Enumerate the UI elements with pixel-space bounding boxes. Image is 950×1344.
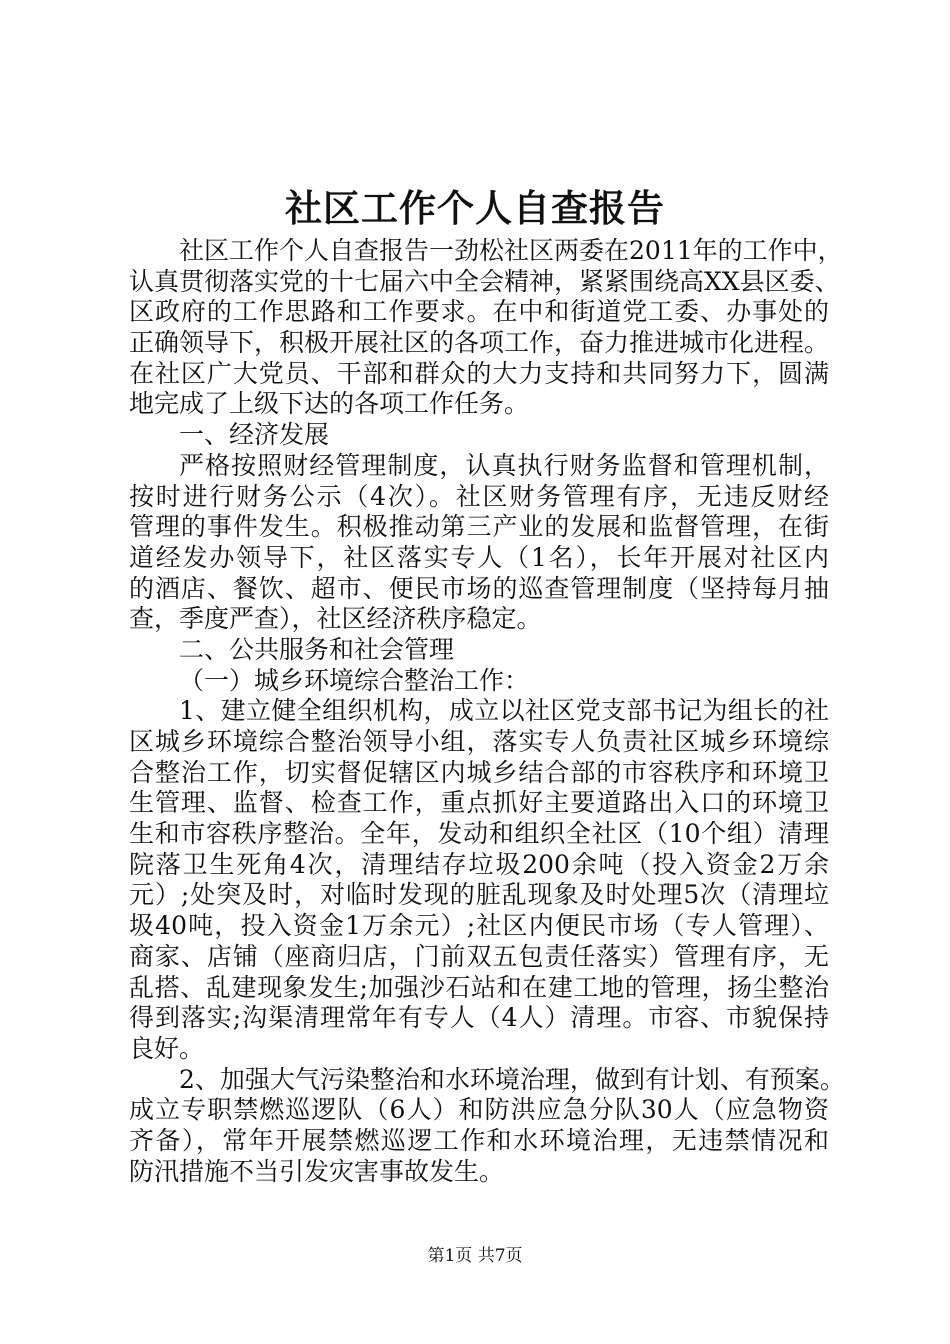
paragraph-line: 成立专职禁燃巡逻队（6人）和防洪应急分队30人（应急物资 (129, 1095, 829, 1125)
paragraph-line: 齐备），常年开展禁燃巡逻工作和水环境治理，无违禁情况和 (129, 1125, 829, 1155)
subsection-heading: （一）城乡环境综合整治工作： (179, 665, 530, 695)
paragraph-line: 区政府的工作思路和工作要求。在中和街道党工委、办事处的 (129, 297, 829, 327)
paragraph-line: 良好。 (129, 1033, 205, 1063)
page-number-footer: 第1页 共7页 (427, 1246, 523, 1266)
paragraph-line: 乱搭、乱建现象发生;加强沙石站和在建工地的管理，扬尘整治 (129, 972, 829, 1002)
document-body (129, 236, 845, 1187)
paragraph-line: 正确领导下，积极开展社区的各项工作，奋力推进城市化进程。 (129, 328, 830, 358)
document-title: 社区工作个人自查报告 (285, 187, 665, 230)
paragraph-line: 管理的事件发生。积极推动第三产业的发展和监督管理，在街 (129, 512, 829, 542)
paragraph-line: 在社区广大党员、干部和群众的大力支持和共同努力下，圆满 (129, 358, 829, 388)
paragraph-line: 防汛措施不当引发灾害事故发生。 (129, 1156, 505, 1186)
paragraph-line: 区城乡环境综合整治领导小组，落实专人负责社区城乡环境综 (129, 727, 829, 756)
paragraph-line: 2、加强大气污染整治和水环境治理，做到有计划、有预案。 (179, 1064, 845, 1094)
paragraph-line: 院落卫生死角4次，清理结存垃圾200余吨（投入资金2万余 (129, 849, 829, 879)
paragraph-line: 圾40吨，投入资金1万余元）;社区内便民市场（专人管理）、 (129, 911, 829, 941)
paragraph-line: 元）;处突及时，对临时发现的脏乱现象及时处理5次（清理垃 (129, 880, 829, 910)
paragraph-line: 严格按照财经管理制度，认真执行财务监督和管理机制， (179, 450, 829, 480)
section-heading: 一、经济发展 (179, 420, 330, 450)
paragraph-line: 的酒店、餐饮、超市、便民市场的巡查管理制度（坚持每月抽 (129, 573, 829, 603)
paragraph-line: 地完成了上级下达的各项工作任务。 (129, 389, 530, 419)
paragraph-line: 合整治工作，切实督促辖区内城乡结合部的市容秩序和环境卫 (129, 757, 829, 787)
paragraph-line: 商家、店铺（座商归店，门前双五包责任落实）管理有序，无 (129, 941, 829, 971)
paragraph-line: 生管理、监督、检查工作，重点抓好主要道路出入口的环境卫 (129, 788, 829, 818)
paragraph-line: 按时进行财务公示（4次）。社区财务管理有序，无违反财经 (129, 481, 829, 511)
paragraph-line: 查，季度严查），社区经济秩序稳定。 (129, 604, 542, 634)
paragraph-line: 生和市容秩序整治。全年，发动和组织全社区（10个组）清理 (129, 819, 829, 849)
paragraph-line: 1、建立健全组织机构，成立以社区党支部书记为组长的社 (179, 696, 829, 726)
paragraph-line: 认真贯彻落实党的十七届六中全会精神，紧紧围绕高XX县区委、 (129, 266, 840, 296)
paragraph-line: 得到落实;沟渠清理常年有专人（4人）清理。市容、市貌保持 (129, 1003, 829, 1033)
section-heading: 二、公共服务和社会管理 (179, 634, 455, 664)
paragraph-line: 社区工作个人自查报告一劲松社区两委在2011年的工作中， (179, 236, 843, 265)
paragraph-line: 道经发办领导下，社区落实专人（1名），长年开展对社区内 (129, 542, 829, 572)
